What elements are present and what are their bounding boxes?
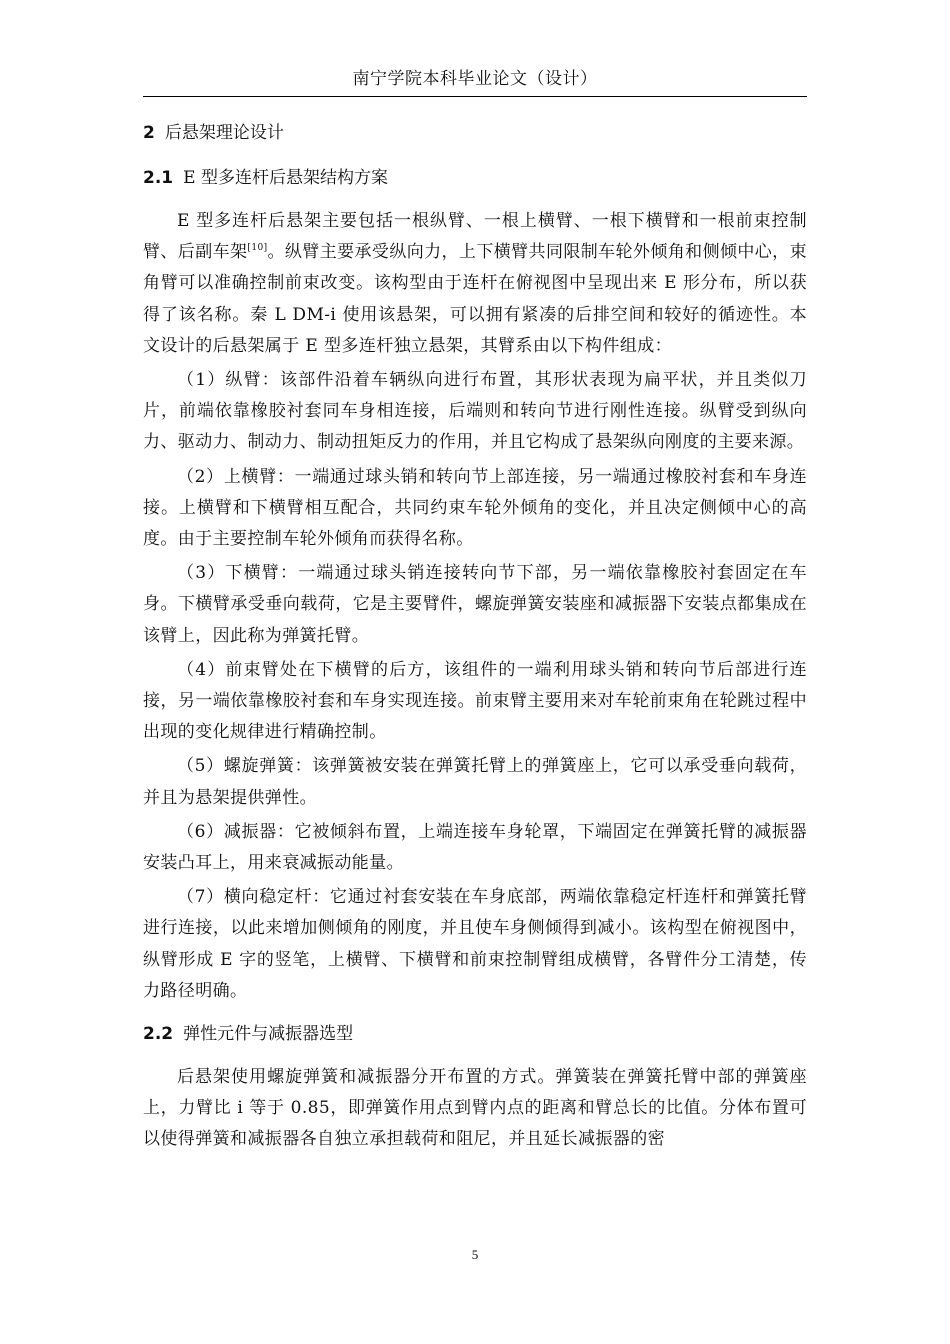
- header-rule: [143, 96, 807, 97]
- list-item-upper-arm: （2）上横臂：一端通过球头销和转向节上部连接，另一端通过橡胶衬套和车身连接。上横臂和下横臂相互配合，共同约束车轮外倾角的变化，并且决定侧倾中心的高度。由于主要控制车轮外倾角而获得名称。: [143, 466, 807, 550]
- section-number-2: 2.2: [143, 1024, 174, 1045]
- page-body: [143, 118, 807, 1159]
- list-item-lower-arm: （3）下横臂：一端通过球头销连接转向节下部，另一端依靠橡胶衬套固定在车身。下横臂承受垂向载荷，它是主要臂件，螺旋弹簧安装座和减振器下安装点都集成在该臂上，因此称为弹簧托臂。: [143, 563, 807, 646]
- list-item-coil-spring: （5）螺旋弹簧：该弹簧被安装在弹簧托臂上的弹簧座上，它可以承受垂向载荷，并且为悬架提供弹性。: [143, 756, 807, 808]
- section-heading-2: [143, 1019, 807, 1049]
- section-title: E 型多连杆后悬架结构方案: [183, 168, 388, 188]
- section-number: 2.1: [143, 168, 174, 188]
- intro-text-b: 。纵臂主要承受纵向力，上下横臂共同限制车轮外倾角和侧倾中心，束角臂可以准确控制前束改变。该构型由于连杆在俯视图中呈现出来 E 形分布，所以获得了该名称。秦 L DM-i 使用该悬架，可以拥有紧凑的后排空间和较好的循迹性。本文设计的后悬架属于 E 型多连杆独立悬架，其臂系由以下构件组成：: [143, 242, 807, 356]
- page-number: 5: [471, 1247, 479, 1262]
- running-header: 南宁学院本科毕业论文（设计）: [352, 69, 598, 89]
- intro-paragraph: [143, 206, 807, 362]
- chapter-title: 后悬架理论设计: [164, 123, 284, 143]
- list-item-longitudinal-arm: （1）纵臂：该部件沿着车辆纵向进行布置，其形状表现为扁平状，并且类似刀片，前端依靠橡胶衬套同车身相连接，后端则和转向节进行刚性连接。纵臂受到纵向力、驱动力、制动力、制动扭矩反力的作用，并且它构成了悬架纵向刚度的主要来源。: [143, 370, 807, 453]
- list-item-toe-arm: （4）前束臂处在下横臂的后方，该组件的一端利用球头销和转向节后部进行连接，另一端依靠橡胶衬套和车身实现连接。前束臂主要用来对车轮前束角在轮跳过程中出现的变化规律进行精确控制。: [143, 659, 807, 743]
- chapter-number: 2: [143, 123, 155, 143]
- intro-text-a: E 型多连杆后悬架主要包括一根纵臂、一根上横臂、一根下横臂和一根前束控制臂、后副车架: [143, 211, 807, 263]
- citation-ref: [10]: [247, 243, 268, 254]
- chapter-heading: [143, 118, 807, 148]
- section2-paragraph: 后悬架使用螺旋弹簧和减振器分开布置的方式。弹簧装在弹簧托臂中部的弹簧座上，力臂比 i 等于 0.85，即弹簧作用点到臂内点的距离和臂总长的比值。分体布置可以使得弹簧和减振器各自独立承担载荷和阻尼，并且延长减振器的密: [143, 1067, 807, 1150]
- section-title-2: 弹性元件与减振器选型: [183, 1024, 354, 1045]
- list-item-damper: （6）减振器：它被倾斜布置，上端连接车身轮罩，下端固定在弹簧托臂的减振器安装凸耳上，用来衰减振动能量。: [143, 821, 807, 874]
- list-item-stabilizer-bar: （7）横向稳定杆：它通过衬套安装在车身底部，两端依靠稳定杆连杆和弹簧托臂进行连接，以此来增加侧倾角的刚度，并且使车身侧倾得到减小。该构型在俯视图中，纵臂形成 E 字的竖笔，上横臂、下横臂和前束控制臂组成横臂，各臂件分工清楚，传力路径明确。: [143, 887, 807, 1001]
- section-heading: [143, 163, 807, 193]
